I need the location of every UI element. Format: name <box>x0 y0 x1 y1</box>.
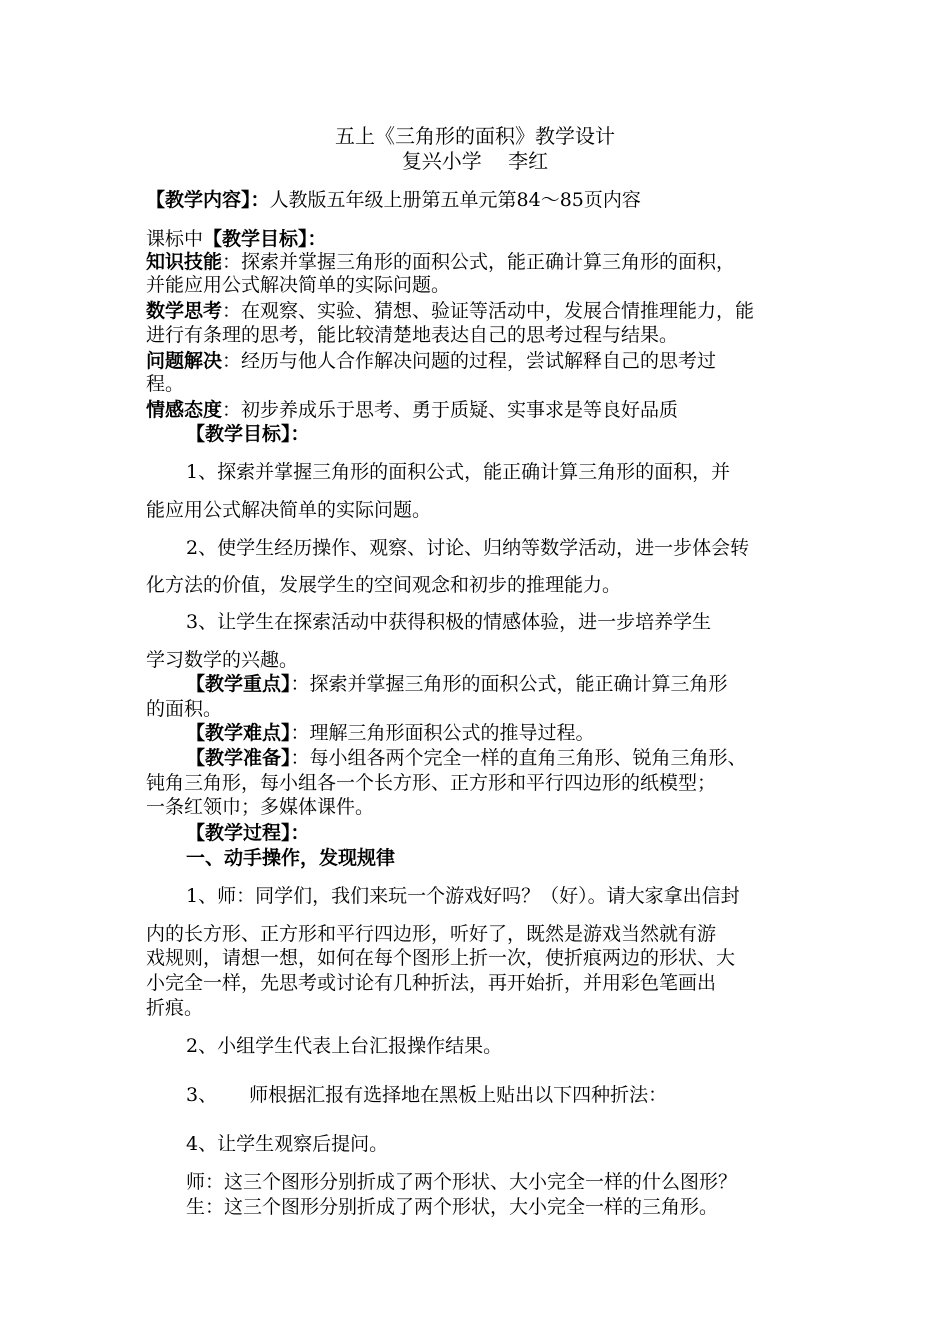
knowledge-line-1 <box>146 250 735 274</box>
problem-line-1 <box>146 349 716 373</box>
thinking-text-1: ：在观察、实验、猜想、验证等活动中，发展合情推理能力，能 <box>222 300 755 322</box>
step-1-line-2: 内的长方形、正方形和平行四边形，听好了，既然是游戏当然就有游 <box>146 923 717 945</box>
preparation-line-3: 一条红领巾；多媒体课件。 <box>146 796 375 818</box>
attitude-text: ：初步养成乐于思考、勇于质疑、实事求是等良好品质 <box>222 399 679 421</box>
step-3 <box>186 1083 667 1107</box>
key-point-text-1: ：探索并掌握三角形的面积公式，能正确计算三角形 <box>290 673 728 695</box>
attitude-label: 情感态度 <box>146 399 223 421</box>
standards-heading <box>146 227 327 251</box>
problem-label: 问题解决 <box>146 350 223 372</box>
problem-line-2: 程。 <box>146 373 185 395</box>
objective-2-line-1: 2、使学生经历操作、观察、讨论、归纳等数学活动，进一步体会转 <box>186 537 750 559</box>
knowledge-text-1: ：探索并掌握三角形的面积公式，能正确计算三角形的面积， <box>222 251 736 273</box>
knowledge-label: 知识技能 <box>146 251 223 273</box>
problem-text-1: ：经历与他人合作解决问题的过程，尝试解释自己的思考过 <box>222 350 717 372</box>
step-1-line-3: 戏规则，请想一想，如何在每个图形上折一次，使折痕两边的形状、大 <box>146 947 736 969</box>
step-4: 4、让学生观察后提问。 <box>186 1133 389 1155</box>
teaching-content <box>146 188 641 212</box>
preparation-text-1: ：每小组各两个完全一样的直角三角形、锐角三角形、 <box>290 747 747 769</box>
section-1-heading: 一、动手操作，发现规律 <box>186 847 396 869</box>
objective-2-line-2: 化方法的价值，发展学生的空间观念和初步的推理能力。 <box>146 574 622 596</box>
thinking-line-2: 进行有条理的思考，能比较清楚地表达自己的思考过程与结果。 <box>146 324 679 346</box>
objective-3-line-2: 学习数学的兴趣。 <box>146 649 299 671</box>
key-point-line-2: 的面积。 <box>146 698 223 720</box>
difficulty-text: ：理解三角形面积公式的推导过程。 <box>290 722 595 744</box>
document-title: 五上《三角形的面积》教学设计 <box>335 124 615 148</box>
step-3-number: 3、 <box>186 1084 218 1106</box>
teaching-content-text: 人教版五年级上册第五单元第84～85页内容 <box>269 189 641 211</box>
key-point-label: 【教学重点】 <box>186 673 291 695</box>
knowledge-line-2: 并能应用公式解决简单的实际问题。 <box>146 274 451 296</box>
process-heading: 【教学过程】： <box>186 822 310 844</box>
objectives-heading: 【教学目标】： <box>186 423 310 445</box>
step-1-line-5: 折痕。 <box>146 997 204 1019</box>
teacher-question: 师：这三个图形分别折成了两个形状、大小完全一样的什么图形？ <box>186 1171 738 1193</box>
difficulty-label: 【教学难点】 <box>186 722 291 744</box>
step-3-text: 师根据汇报有选择地在黑板上贴出以下四种折法： <box>249 1084 668 1106</box>
thinking-line-1 <box>146 299 754 323</box>
step-1-line-1: 1、师：同学们，我们来玩一个游戏好吗？（好）。请大家拿出信封 <box>186 885 740 907</box>
step-2: 2、小组学生代表上台汇报操作结果。 <box>186 1035 503 1057</box>
preparation-line-1 <box>186 746 747 770</box>
student-answer: 生：这三个图形分别折成了两个形状，大小完全一样的三角形。 <box>186 1196 719 1218</box>
preparation-line-2: 钝角三角形，每小组各一个长方形、正方形和平行四边形的纸模型； <box>146 772 717 794</box>
preparation-label: 【教学准备】 <box>186 747 291 769</box>
objective-3-line-1: 3、让学生在探索活动中获得积极的情感体验，进一步培养学生 <box>186 611 712 633</box>
standards-prefix: 课标中 <box>146 228 204 250</box>
standards-label: 【教学目标】： <box>203 228 327 250</box>
step-1-line-4: 小完全一样，先思考或讨论有几种折法，再开始折，并用彩色笔画出 <box>146 972 717 994</box>
thinking-label: 数学思考 <box>146 300 223 322</box>
difficulty-line <box>186 721 595 745</box>
attitude-line <box>146 398 678 422</box>
objective-1-line-1: 1、探索并掌握三角形的面积公式，能正确计算三角形的面积，并 <box>186 461 731 483</box>
key-point-line-1 <box>186 672 728 696</box>
teaching-content-label: 【教学内容】： <box>146 189 270 211</box>
objective-1-line-2: 能应用公式解决简单的实际问题。 <box>146 499 432 521</box>
document-author: 复兴小学 李红 <box>401 149 549 173</box>
